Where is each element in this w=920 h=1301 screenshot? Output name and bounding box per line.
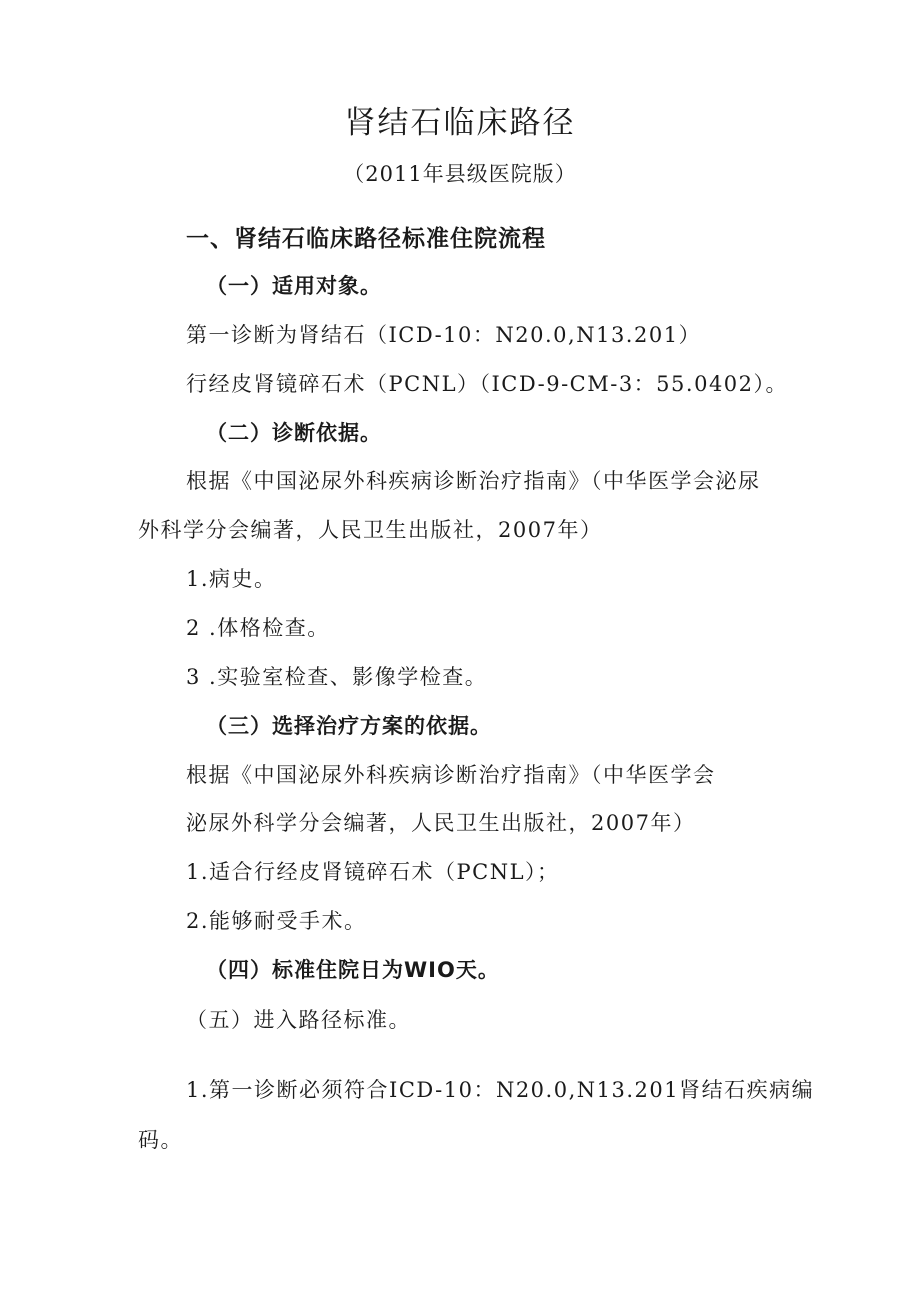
paragraph-line: 第一诊断为肾结石（ICD-10：N20.0,N13.201）: [186, 323, 702, 347]
list-item: 1.病史。: [186, 567, 277, 591]
subsection-heading-2: （二）诊断依据。: [206, 421, 382, 445]
subsection-heading-4: （四）标准住院日为WIO天。: [206, 958, 500, 982]
subsection-heading-1: （一）适用对象。: [206, 274, 382, 298]
paragraph-line: 根据《中国泌尿外科疾病诊断治疗指南》（中华医学会泌尿: [186, 469, 761, 493]
list-item: 1.第一诊断必须符合ICD-10：N20.0,N13.201肾结石疾病编: [186, 1078, 815, 1102]
paragraph-line: 行经皮肾镜碎石术（PCNL）（ICD-9-CM-3：55.0402）。: [186, 372, 789, 396]
list-item: 2 .体格检查。: [186, 616, 330, 640]
document-title: 肾结石临床路径: [344, 105, 576, 141]
list-item: 2.能够耐受手术。: [186, 909, 367, 933]
list-item: 1.适合行经皮肾镜碎石术（PCNL）；: [186, 860, 560, 884]
section-heading: 一、肾结石临床路径标准住院流程: [186, 226, 546, 252]
document-subtitle: （2011年县级医院版）: [343, 162, 577, 186]
list-item: 3 .实验室检查、影像学检查。: [186, 665, 488, 689]
paragraph-line: 外科学分会编著，人民卫生出版社，2007年）: [138, 518, 603, 542]
paragraph-line: 泌尿外科学分会编著，人民卫生出版社，2007年）: [186, 811, 696, 835]
paragraph-line: 码。: [138, 1128, 183, 1152]
subsection-heading-3: （三）选择治疗方案的依据。: [206, 714, 492, 738]
subsection-heading-5: （五）进入路径标准。: [186, 1008, 411, 1032]
paragraph-line: 根据《中国泌尿外科疾病诊断治疗指南》（中华医学会: [186, 763, 716, 787]
